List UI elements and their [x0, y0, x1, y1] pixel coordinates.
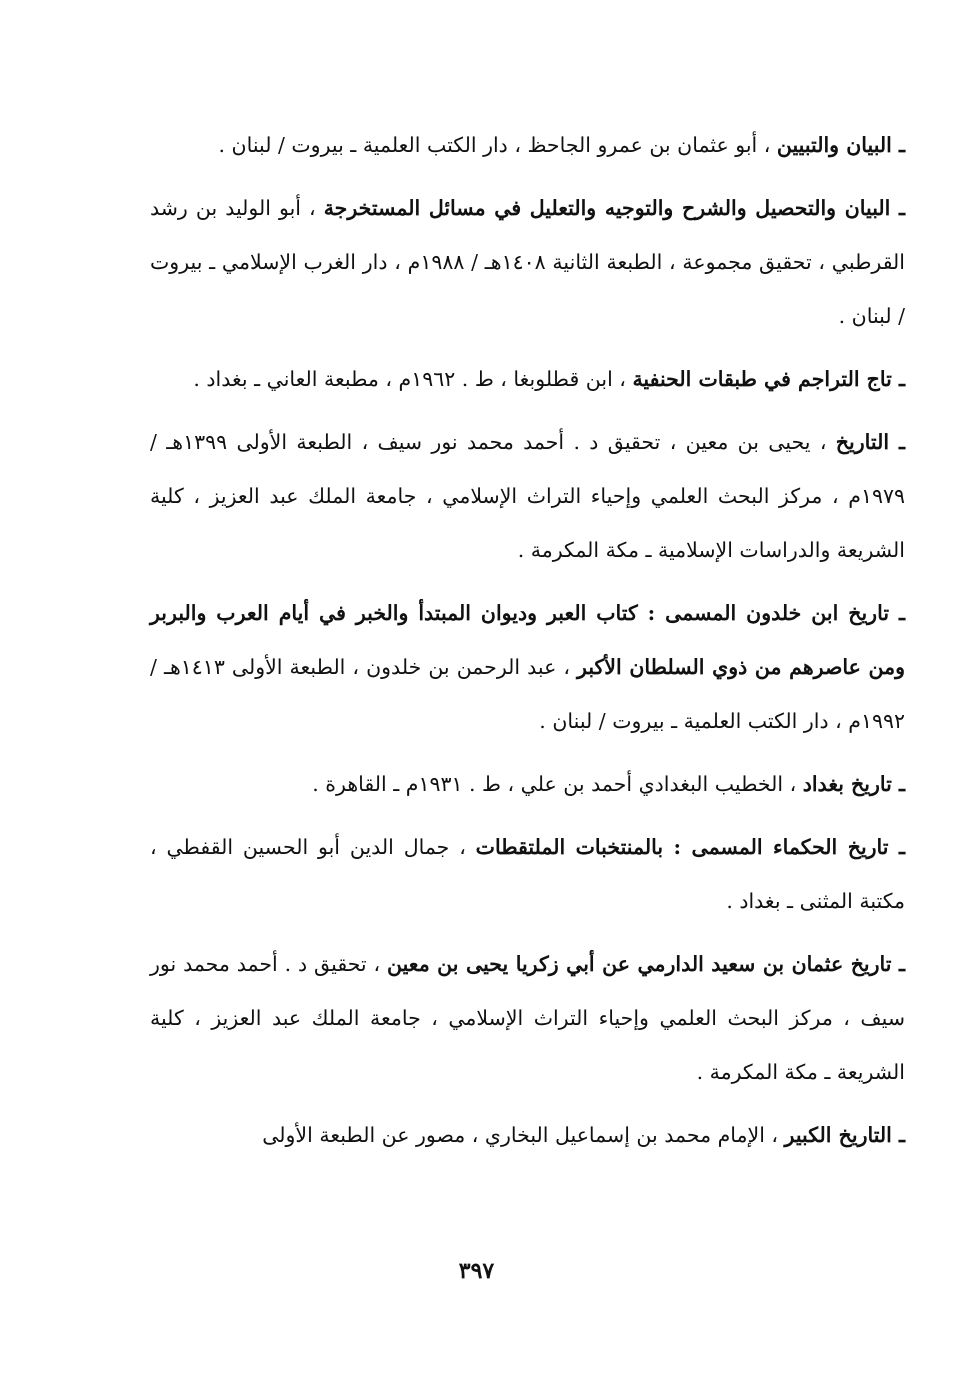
entry-title: تاج التراجم في طبقات الحنفية — [632, 367, 892, 391]
bibliography-entry: ـ تاريخ عثمان بن سعيد الدارمي عن أبي زكريا يحيى بن معين ، تحقيق د . أحمد محمد نور سيف ، مركز البحث العلمي وإحياء التراث الإسلامي ، جامعة الملك عبد العزيز ، كلية الشريعة ـ مكة المكرمة . — [150, 952, 905, 1084]
entry-title: التاريخ — [835, 430, 890, 454]
entry-details: ، أبو عثمان بن عمرو الجاحظ ، دار الكتب العلمية ـ بيروت / لبنان . — [218, 133, 777, 157]
bibliography-entry: ـ تاريخ بغداد ، الخطيب البغدادي أحمد بن علي ، ط . ١٩٣١م ـ القاهرة . — [312, 772, 905, 796]
entry-details: ، ابن قطلوبغا ، ط . ١٩٦٢م ، مطبعة العاني ـ بغداد . — [193, 367, 633, 391]
bibliography-list — [150, 118, 905, 1171]
entry-details: ، عبد الرحمن بن خلدون ، الطبعة الأولى ١٤١٣هـ / ١٩٩٢م ، دار الكتب العلمية ـ بيروت / لبنان . — [150, 655, 905, 733]
bibliography-entry: ـ تاريخ ابن خلدون المسمى : كتاب العبر وديوان المبتدأ والخبر في أيام العرب والبربر ومن عاصرهم من ذوي السلطان الأكبر ، عبد الرحمن بن خلدون ، الطبعة الأولى ١٤١٣هـ / ١٩٩٢م ، دار الكتب العلمية ـ بيروت / لبنان . — [150, 601, 905, 733]
entry-title: تاريخ الحكماء المسمى : بالمنتخبات الملتقطات — [475, 835, 889, 859]
entry-title: البيان والتبيين — [776, 133, 892, 157]
entry-details: ، تحقيق د . أحمد محمد نور سيف ، مركز البحث العلمي وإحياء التراث الإسلامي ، جامعة الملك عبد العزيز ، كلية الشريعة ـ مكة المكرمة . — [150, 952, 905, 1084]
bibliography-entry: ـ البيان والتحصيل والشرح والتوجيه والتعليل في مسائل المستخرجة ، أبو الوليد بن رشد القرطبي ، تحقيق مجموعة ، الطبعة الثانية ١٤٠٨هـ / ١٩٨٨م ، دار الغرب الإسلامي ـ بيروت / لبنان . — [150, 196, 906, 328]
entry-title: التاريخ الكبير — [784, 1123, 892, 1147]
entry-details: ، يحيى بن معين ، تحقيق د . أحمد محمد نور سيف ، الطبعة الأولى ١٣٩٩هـ / ١٩٧٩م ، مركز البحث العلمي وإحياء التراث الإسلامي ، جامعة الملك عبد العزيز ، كلية الشريعة والدراسات الإسلامية ـ مكة المكرمة . — [150, 430, 905, 562]
entry-details: ، الإمام محمد بن إسماعيل البخاري ، مصور عن الطبعة الأولى — [262, 1123, 785, 1147]
bibliography-entry: ـ التاريخ الكبير ، الإمام محمد بن إسماعيل البخاري ، مصور عن الطبعة الأولى — [262, 1123, 905, 1147]
entry-title: البيان والتحصيل والشرح والتوجيه والتعليل في مسائل المستخرجة — [323, 196, 891, 220]
bibliography-entry: ـ تاج التراجم في طبقات الحنفية ، ابن قطلوبغا ، ط . ١٩٦٢م ، مطبعة العاني ـ بغداد . — [193, 367, 905, 391]
bibliography-entry: ـ تاريخ الحكماء المسمى : بالمنتخبات الملتقطات ، جمال الدين أبو الحسين القفطي ، مكتبة المثنى ـ بغداد . — [150, 835, 905, 913]
entry-title: تاريخ ابن خلدون المسمى : كتاب العبر وديوان المبتدأ والخبر في أيام العرب والبربر ومن عاصرهم من ذوي السلطان الأكبر — [150, 601, 905, 679]
entry-title: تاريخ بغداد — [802, 772, 892, 796]
bibliography-entry: ـ البيان والتبيين ، أبو عثمان بن عمرو الجاحظ ، دار الكتب العلمية ـ بيروت / لبنان . — [218, 133, 905, 157]
entry-details: ، الخطيب البغدادي أحمد بن علي ، ط . ١٩٣١م ـ القاهرة . — [312, 772, 803, 796]
bibliography-entry: ـ التاريخ ، يحيى بن معين ، تحقيق د . أحمد محمد نور سيف ، الطبعة الأولى ١٣٩٩هـ / ١٩٧٩م ، مركز البحث العلمي وإحياء التراث الإسلامي ، جامعة الملك عبد العزيز ، كلية الشريعة والدراسات الإسلامية ـ مكة المكرمة . — [150, 430, 905, 562]
entry-details: ، أبو الوليد بن رشد القرطبي ، تحقيق مجموعة ، الطبعة الثانية ١٤٠٨هـ / ١٩٨٨م ، دار الغرب الإسلامي ـ بيروت / لبنان . — [150, 196, 906, 328]
entry-title: تاريخ عثمان بن سعيد الدارمي عن أبي زكريا يحيى بن معين — [387, 952, 892, 976]
entry-details: ، جمال الدين أبو الحسين القفطي ، مكتبة المثنى ـ بغداد . — [150, 835, 905, 913]
page-number: ٣٩٧ — [458, 1258, 495, 1284]
